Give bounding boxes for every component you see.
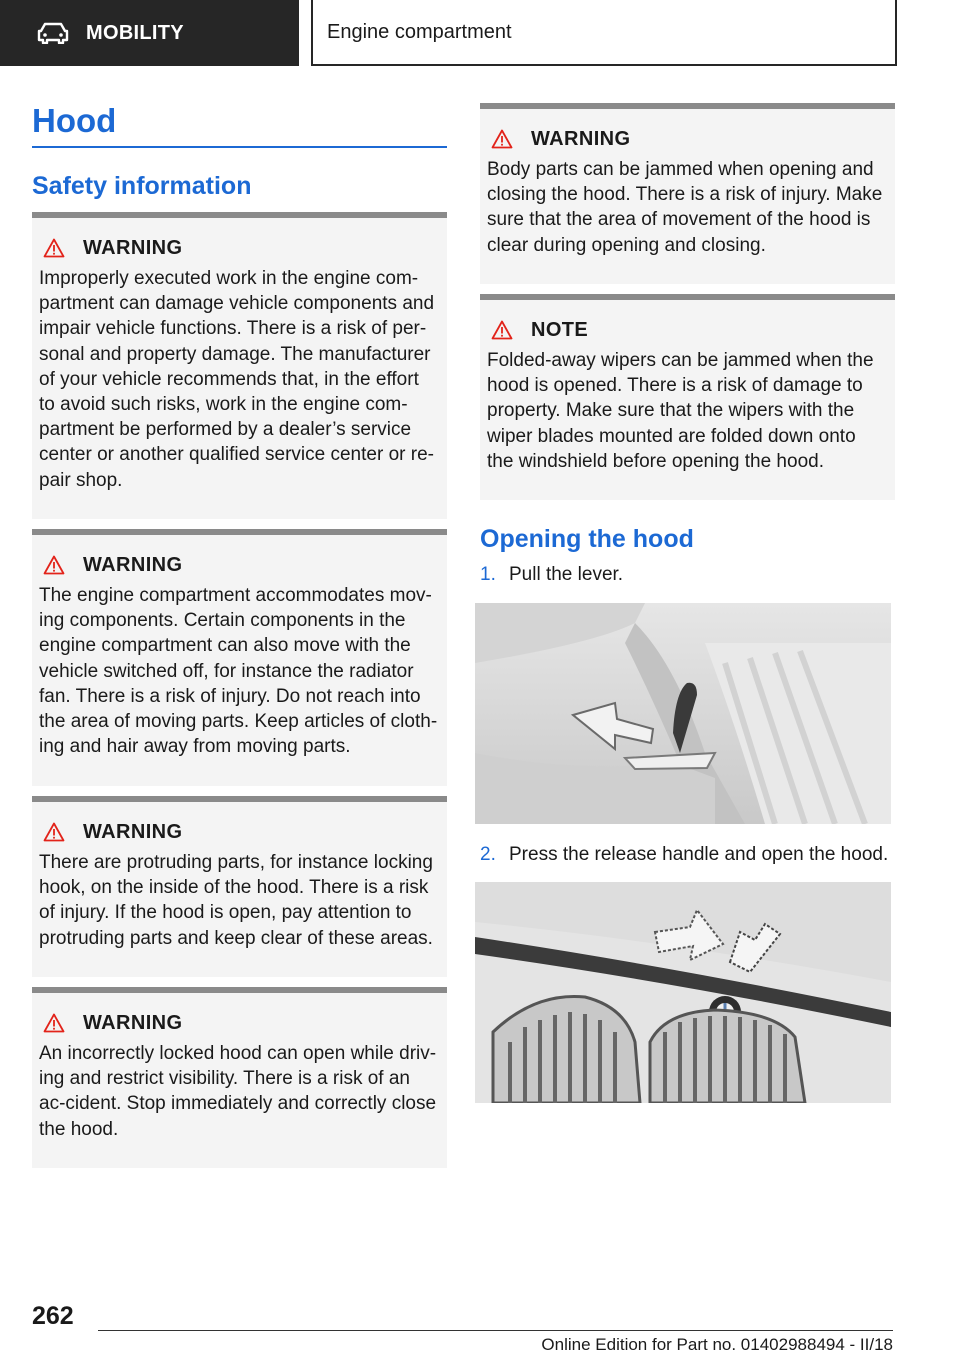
- warning-box-4: [32, 987, 447, 1168]
- step-2: [480, 844, 888, 866]
- warning-box-5: [480, 103, 895, 284]
- step-text: Pull the lever.: [509, 564, 624, 585]
- warning-triangle-icon: [43, 822, 65, 842]
- warning-text: Improperly executed work in the engine com-partment can damage vehicle components and impair vehicle functions. There is a risk of per-sonal and property damage. The manufacturer of your vehicle recommends that, in the effort to avoid such risks, work in the engine com-partment be performed by a dealer’s service center or another qualified service center or re-pair shop.: [39, 268, 435, 491]
- car-icon: [36, 22, 70, 44]
- warning-triangle-icon: [43, 1013, 65, 1033]
- step-number: 1.: [480, 564, 496, 585]
- warning-box-2: [32, 529, 447, 786]
- page-title: Hood: [32, 102, 117, 139]
- warning-triangle-icon: [491, 129, 513, 149]
- warning-triangle-icon: [43, 555, 65, 575]
- note-triangle-icon: [491, 320, 513, 340]
- opening-heading: Opening the hood: [480, 525, 694, 553]
- chapter-label: MOBILITY: [86, 21, 184, 44]
- note-text: Folded-away wipers can be jammed when the hood is opened. There is a risk of damage to property. Make sure that the wipers with the wiper blades mounted are folded down onto the windshield before opening the hood.: [487, 350, 874, 472]
- warning-text: The engine compartment accommodates mov-ing components. Certain components in the engine compartment can also move with the vehicle switched off, for instance the radiator fan. There is a risk of injury. Do not reach into the area of moving parts. Keep articles of cloth-ing and hair away from moving parts.: [39, 585, 438, 758]
- step-1: [480, 564, 623, 586]
- warning-triangle-icon: [43, 238, 65, 258]
- warning-text: Body parts can be jammed when opening and closing the hood. There is a risk of injury. Make sure that the area of movement of the hood is clear during opening and closing.: [487, 159, 883, 256]
- warning-box-1: [32, 212, 447, 519]
- lever-picture: [475, 603, 891, 824]
- hood-picture: [475, 882, 891, 1103]
- step-text: Press the release handle and open the hood.: [509, 844, 889, 865]
- hood-release-illustration: [475, 882, 891, 1103]
- section-label: Engine compartment: [327, 20, 512, 43]
- warning-label: WARNING: [83, 1011, 183, 1034]
- safety-heading: Safety information: [32, 172, 252, 200]
- warning-label: WARNING: [531, 127, 631, 150]
- note-box: [480, 294, 895, 500]
- note-label: NOTE: [531, 318, 589, 341]
- section-tab[interactable]: [311, 0, 897, 66]
- title-divider: [32, 146, 447, 148]
- step-number: 2.: [480, 844, 496, 865]
- warning-label: WARNING: [83, 236, 183, 259]
- warning-text: There are protruding parts, for instance locking hook, on the inside of the hood. There is a risk of injury. If the hood is open, pay attention to protruding parts and keep clear of these areas.: [39, 852, 433, 949]
- warning-label: WARNING: [83, 553, 183, 576]
- page-number: 262: [32, 1302, 74, 1330]
- warning-label: WARNING: [83, 820, 183, 843]
- footer-divider: [98, 1330, 893, 1331]
- chapter-tab[interactable]: [0, 0, 299, 66]
- warning-text: An incorrectly locked hood can open while driv-ing and restrict visibility. There is a risk of an ac-cident. Stop immediately and correctly close the hood.: [39, 1043, 437, 1140]
- warning-box-3: [32, 796, 447, 977]
- edition-text: Online Edition for Part no. 01402988494 - II/18: [541, 1335, 893, 1354]
- lever-illustration: [475, 603, 891, 824]
